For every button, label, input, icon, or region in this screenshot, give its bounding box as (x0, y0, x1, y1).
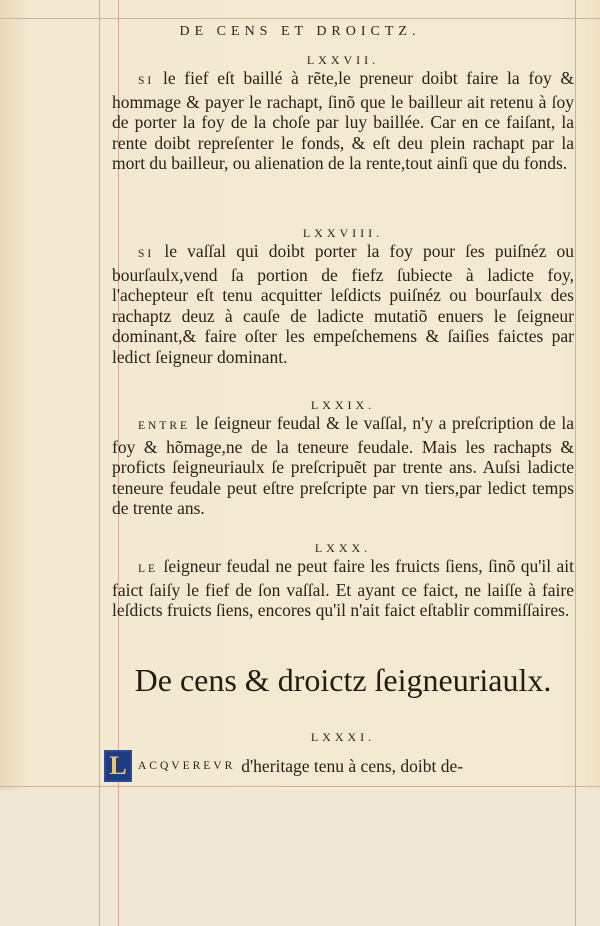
article-paragraph (112, 241, 574, 367)
ruled-line-top (0, 18, 600, 19)
running-head: DE CENS ET DROICTZ. (179, 24, 421, 39)
article-paragraph (112, 68, 574, 174)
ruled-line-right (575, 0, 576, 926)
section-heading: De cens & droictz ſeigneuriaulx. (134, 662, 552, 698)
article-text: le fief eſt baillé à rẽte,le preneur doibt faire la foy & hommage & payer le rachapt, ſinõ que le bailleur ait retenu à ſoy de porter la foy de la choſe par luy baillée. Car en ce faiſant, la rente doibt repreſenter le fonds, & eſt deu plein rachapt par la mort du bailleur, ou alienation de la rente,tout ainſi que du fonds. (112, 68, 575, 173)
article-number: LXXX. (314, 541, 372, 555)
article-lead-word: SI (138, 248, 155, 260)
article-paragraph-start (104, 750, 574, 782)
article-text: le ſeigneur feudal & le vaſſal, n'y a preſcription de la foy & hõmage,ne de la teneure feudale. Mais les rachapts & proficts ſeigneuriaulx ſe preſcripuẽt par trente ans. Auſsi ladicte teneure feudale peut eſtre preſcripte par vn tiers,par ledict temps de trente ans. (112, 413, 575, 518)
article-block-4 (112, 540, 574, 621)
ruled-line-left-outer (99, 0, 100, 926)
article-text: d'heritage tenu à cens, doibt de- (241, 756, 464, 776)
page-lower-margin (0, 790, 600, 926)
article-lead-word: SI (138, 75, 155, 87)
article-number: LXXXI. (310, 730, 376, 744)
ruled-line-bottom (0, 786, 600, 787)
article-paragraph (112, 556, 574, 621)
article-block-2 (112, 225, 574, 367)
article-block-3 (112, 397, 574, 519)
article-number: LXXVII. (306, 53, 380, 67)
article-lead-word: ENTRE (138, 420, 191, 432)
article-text: le vaſſal qui doibt porter la foy pour ſes puiſnéz ou bourſaulx,vend ſa portion de fiefz ſubiecte à ladicte foy, l'achepteur eſt tenu acquitter leſdicts puiſnéz ou bourſaulx des rachaptz deuz à cauſe de ladicte mutatiõ enuers le ſeigneur dominant,& faire oſter les empeſchemens & ſaiſies faictes par ledict ſeigneur dominant. (112, 241, 575, 367)
article-paragraph (112, 413, 574, 519)
article-number: LXXIX. (310, 398, 376, 412)
article-text: ſeigneur feudal ne peut faire les fruicts ſiens, ſinõ qu'il ait faict ſaiſy le fief de ſon vaſſal. Et ayant ce faict, ne laiſſe à faire leſdicts fruicts ſiens, encores qu'il n'ait faict eſtablir commiſſaires. (112, 556, 575, 620)
article-number: LXXVIII. (302, 226, 384, 240)
article-lead-word: ACQVEREVR (138, 760, 236, 772)
decorated-initial: L (104, 750, 132, 782)
article-lead-word: LE (138, 563, 159, 575)
article-block-1 (112, 52, 574, 174)
